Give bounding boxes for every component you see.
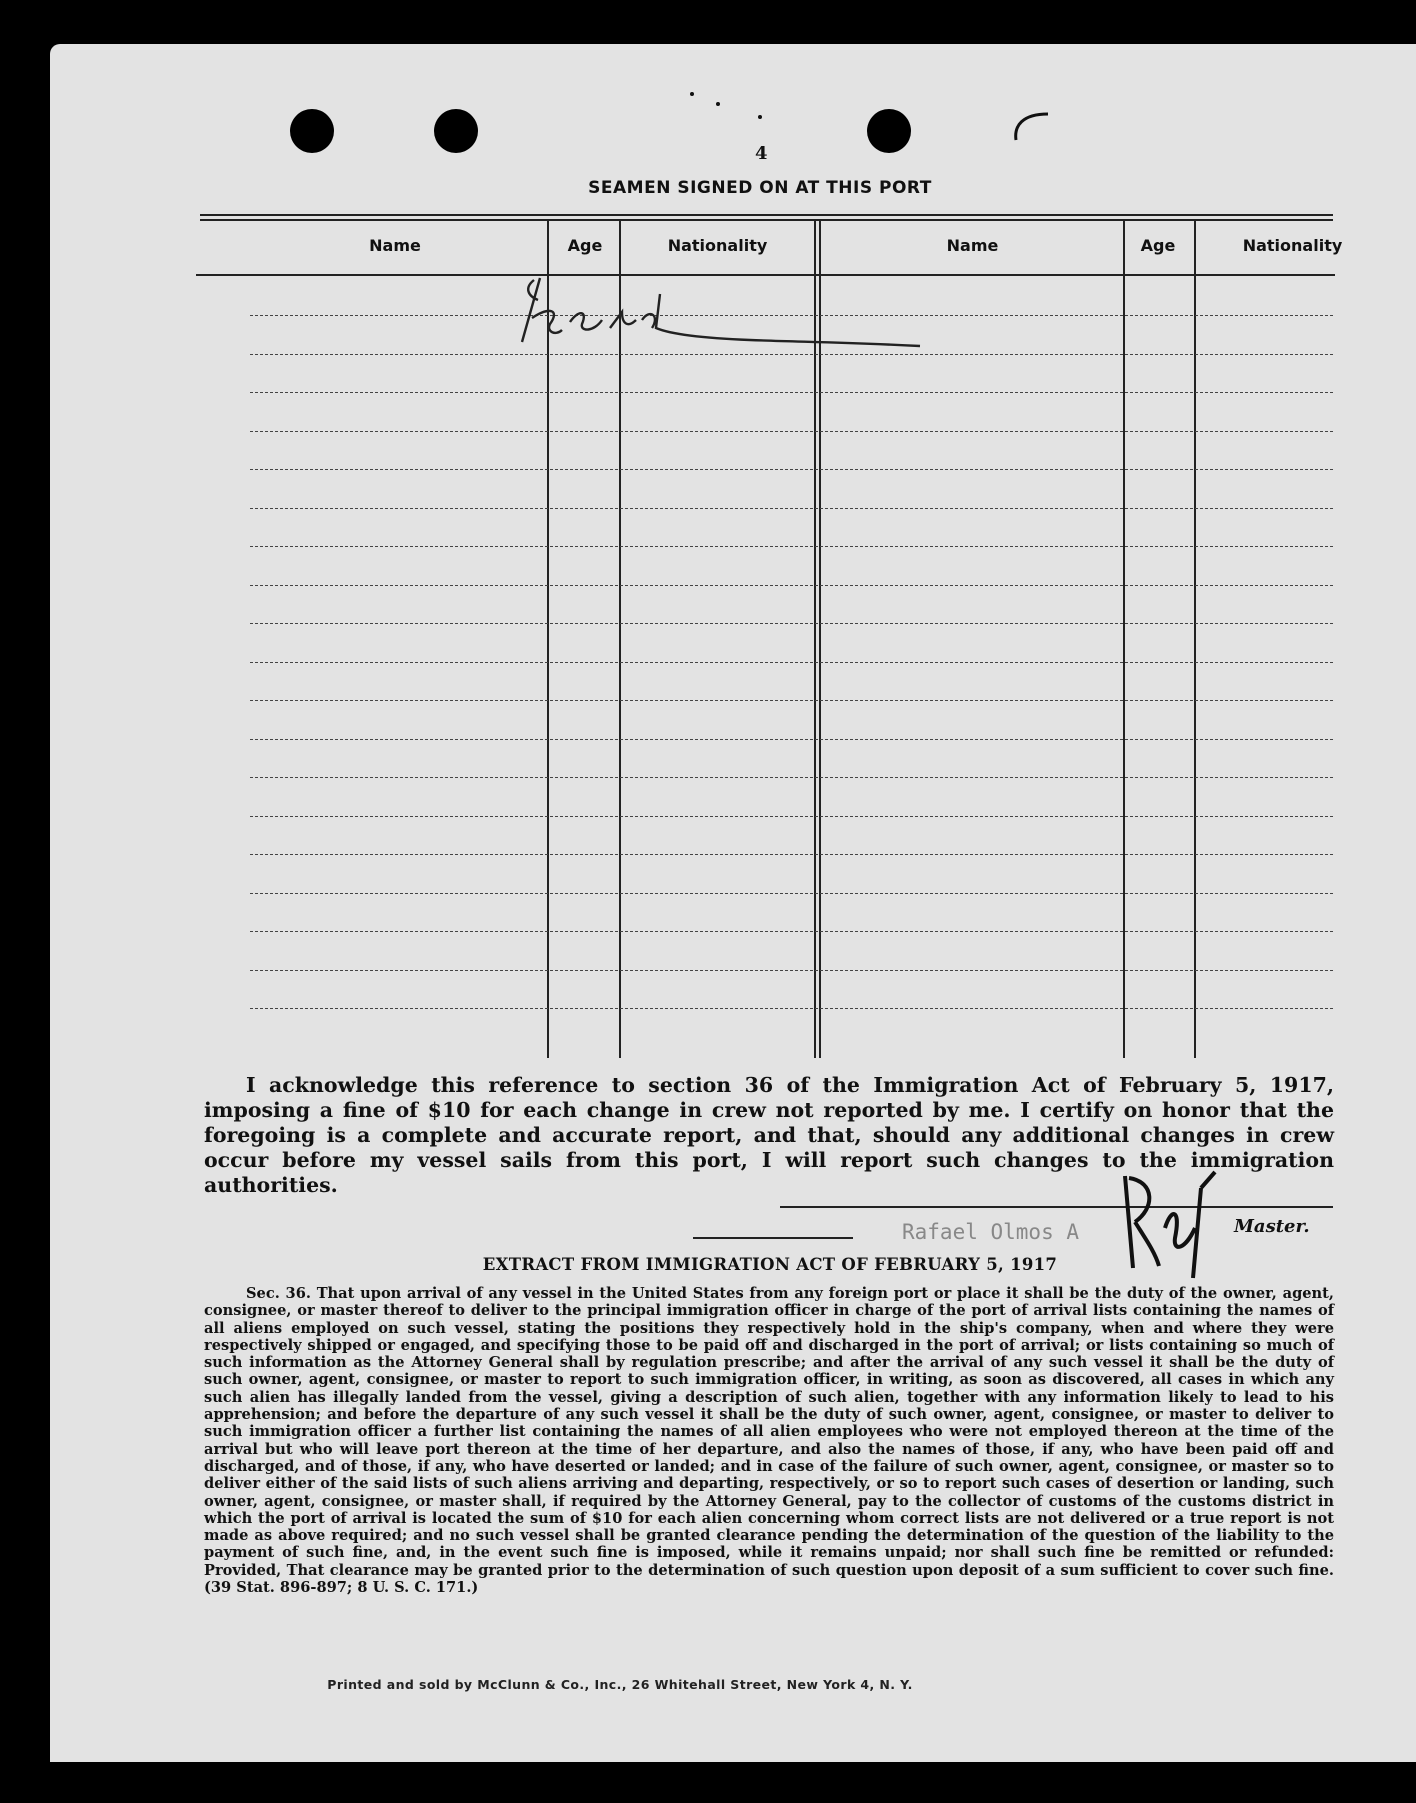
table-row-line (250, 546, 1333, 547)
punch-hole (290, 109, 334, 153)
table-row-line (250, 893, 1333, 894)
handwritten-nil-mark (510, 276, 930, 366)
section-title: SEAMEN SIGNED ON AT THIS PORT (588, 178, 932, 198)
table-top-rule (200, 219, 1333, 221)
table-row-line (250, 700, 1333, 701)
column-header-name: Name (369, 236, 421, 255)
table-row-line (250, 739, 1333, 740)
speck (758, 115, 762, 119)
master-signature (1115, 1168, 1225, 1288)
column-divider (1123, 220, 1125, 1058)
punch-hole (867, 109, 911, 153)
column-header-nationality: Nationality (667, 236, 768, 255)
master-label: Master. (1234, 1216, 1310, 1237)
speck (690, 92, 694, 96)
table-row-line (250, 623, 1333, 624)
table-top-rule (200, 214, 1333, 216)
extract-title: EXTRACT FROM IMMIGRATION ACT OF FEBRUARY 5, 1917 (482, 1255, 1058, 1274)
punch-hole (434, 109, 478, 153)
speck (716, 102, 720, 106)
table-row-line (250, 854, 1333, 855)
acknowledgement-text: I acknowledge this reference to section 36 of the Immigration Act of February 5, 1917, imposing a fine of $10 for each change in crew not reported by me. I certify on honor that the foregoing is a complete and accurate report, and that, should any additional changes in crew occur before my vessel sails from this port, I will report such changes to the immigration authorities. (204, 1073, 1334, 1197)
table-row-line (250, 392, 1333, 393)
table-row-line (250, 777, 1333, 778)
table-row-line (250, 585, 1333, 586)
section-36-text: Sec. 36. That upon arrival of any vessel in the United States from any foreign port or place it shall be the duty of the owner, agent, consignee, or master thereof to deliver to the principal immigration officer in charge of the port of arrival lists containing the names of all aliens employed on such vessel, stating the positions they respectively hold in the ship's company, when and where they were respectively shipped or engaged, and specifying those to be paid off and discharged in the port of arrival; or lists containing so much of such information as the Attorney General shall by regulation prescribe; and after the arrival of any such vessel it shall be the duty of such owner, agent, consignee, or master to report to such immigration officer, in writing, as soon as discovered, all cases in which any such alien has illegally landed from the vessel, giving a description of such alien, together with any information likely to lead to his apprehension; and before the departure of any such vessel it shall be the duty of such owner, agent, consignee, or master to deliver to such immigration officer a further list containing the names of all alien employees who were not employed thereon at the time of the arrival but who will leave port thereon at the time of her departure, and also the names of those, if any, who have been paid off and discharged, and of those, if any, who have deserted or landed; and in case of the failure of such owner, agent, consignee, or master so to deliver either of the said lists of such aliens arriving and departing, respectively, or so to report such cases of desertion or landing, such owner, agent, consignee, or master shall, if required by the Attorney General, pay to the collector of customs of the customs district in which the port of arrival is located the sum of $10 for each alien concerning whom correct lists are not delivered or a true report is not made as above required; and no such vessel shall be granted clearance pending the determination of the question of the liability to the payment of such fine, and, in the event such fine is imposed, while it remains unpaid; nor shall such fine be remitted or refunded: Provided, That clearance may be granted prior to the determination of such question upon deposit of a sum sufficient to cover such fine. (39 Stat. 896-897; 8 U. S. C. 171.) (204, 1285, 1334, 1597)
column-header-name: Name (946, 236, 999, 255)
signature-line (780, 1206, 1333, 1208)
column-header-age: Age (1140, 236, 1176, 255)
column-header-nationality: Nationality (1242, 236, 1343, 255)
table-row-line (250, 469, 1333, 470)
torn-hole-mark (1012, 110, 1052, 146)
column-divider (1194, 220, 1196, 1058)
printer-imprint: Printed and sold by McClunn & Co., Inc., 26 Whitehall Street, New York 4, N. Y. (327, 1677, 913, 1692)
table-row-line (250, 508, 1333, 509)
master-name: Rafael Olmos A (902, 1220, 1080, 1244)
table-row-line (250, 1008, 1333, 1009)
table-row-line (250, 931, 1333, 932)
table-row-line (250, 662, 1333, 663)
page-number: 4 (755, 143, 768, 164)
table-row-line (250, 970, 1333, 971)
table-row-line (250, 816, 1333, 817)
column-header-age: Age (567, 236, 603, 255)
signature-line (693, 1237, 853, 1239)
table-row-line (250, 431, 1333, 432)
